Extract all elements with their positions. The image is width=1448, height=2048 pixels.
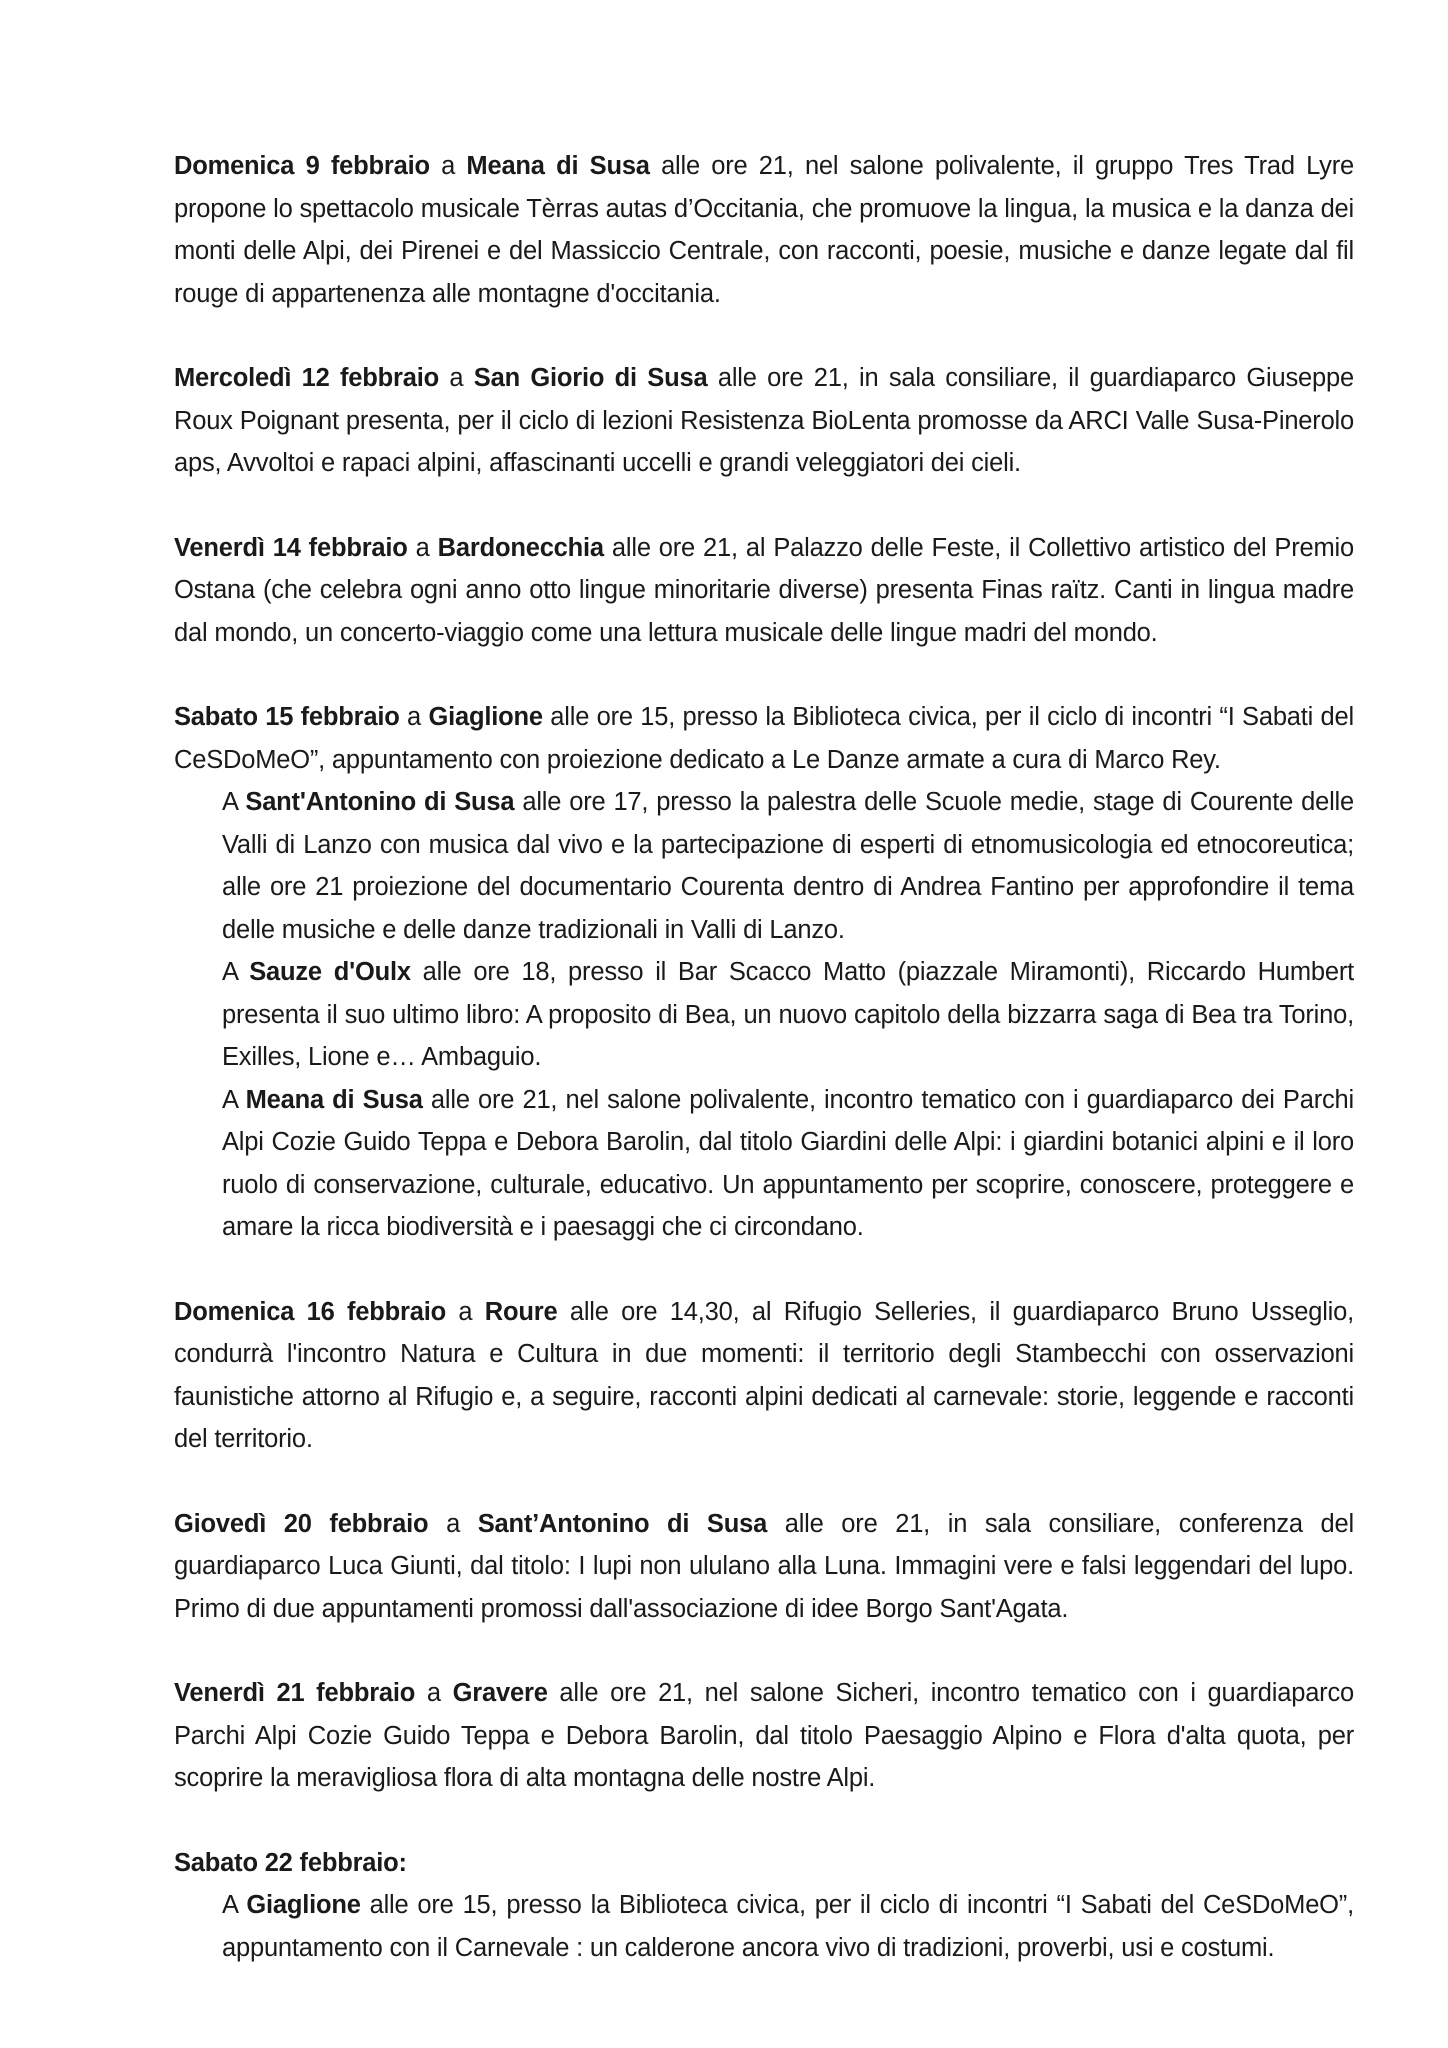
- event-entry: Mercoledì 12 febbraio a San Giorio di Susa alle ore 21, in sala consiliare, il guardiaparco Giuseppe Roux Poignant presenta, per il ciclo di lezioni Resistenza BioLenta promosse da ARCI Valle Susa-Pinerolo aps, Avvoltoi e rapaci alpini, affascinanti uccelli e grandi veleggiatori dei cieli.: [174, 364, 1354, 477]
- event-description: alle ore 21, in sala consiliare, conferenza del guardiaparco Luca Giunti, dal titolo: I lupi non ululano alla Luna. Immagini vere e falsi leggendari del lupo. Primo di due appuntamenti promossi dall'associazione di idee Borgo Sant'Agata.: [174, 1509, 1354, 1623]
- event-entry: Venerdì 14 febbraio a Bardonecchia alle ore 21, al Palazzo delle Feste, il Collettivo artistico del Premio Ostana (che celebra ogni anno otto lingue minoritarie diverse) presenta Finas raïtz. Canti in lingua madre dal mondo, un concerto-viaggio come una lettura musicale delle lingue madri del mondo.: [174, 533, 1354, 647]
- event-place: Bardonecchia: [437, 533, 604, 562]
- event-entry: Domenica 9 febbraio a Meana di Susa alle ore 21, nel salone polivalente, il gruppo Tres Trad Lyre propone lo spettacolo musicale Tèrras autas d’Occitania, che promuove la lingua, la musica e la danza dei monti delle Alpi, dei Pirenei e del Massiccio Centrale, con racconti, poesie, musiche e danze legate dal fil rouge di appartenenza alle montagne d'occitania.: [174, 152, 1354, 308]
- event-date: Venerdì 14 febbraio: [174, 533, 408, 562]
- event-description: alle ore 21, nel salone Sicheri, incontro tematico con i guardiaparco Parchi Alpi Cozie Guido Teppa e Debora Barolin, dal titolo Paesaggio Alpino e Flora d'alta quota, per scoprire la meravigliosa flora di alta montagna delle nostre Alpi.: [174, 1679, 1355, 1792]
- event-description: alle ore 14,30, al Rifugio Selleries, il guardiaparco Bruno Usseglio, condurrà l'incontro Natura e Cultura in due momenti: il territorio degli Stambecchi con osservazioni faunistiche attorno al Rifugio e, a seguire, racconti alpini dedicati al carnevale: storie, leggende e racconti del territorio.: [174, 1297, 1355, 1453]
- event-description: alle ore 18, presso il Bar Scacco Matto (piazzale Miramonti), Riccardo Humbert presenta il suo ultimo libro: A proposito di Bea, un nuovo capitolo della bizzarra saga di Bea tra Torino, Exilles, Lione e… Ambaguio.: [222, 958, 1355, 1071]
- event-place: Sant’Antonino di Susa: [477, 1509, 768, 1538]
- event-description: alle ore 17, presso la palestra delle Scuole medie, stage di Courente delle Valli di Lanzo con musica dal vivo e la partecipazione di esperti di etnomusicologia ed etnocoreutica; alle ore 21 proiezione del documentario Courenta dentro di Andrea Fantino per approfondire il tema delle musiche e delle danze tradizionali in Valli di Lanzo.: [222, 788, 1354, 944]
- event-entry: [174, 696, 1354, 1249]
- event-place: Giaglione: [246, 1891, 361, 1919]
- event-place: Meana di Susa: [245, 1085, 423, 1114]
- event-description: alle ore 21, nel salone polivalente, incontro tematico con i guardiaparco dei Parchi Alpi Cozie Guido Teppa e Debora Barolin, dal titolo Giardini delle Alpi: i giardini botanici alpini e il loro ruolo di conservazione, culturale, educativo. Un appuntamento per scoprire, conoscere, proteggere e amare la ricca biodiversità e i paesaggi che ci circondano.: [222, 1085, 1354, 1241]
- event-place: Sauze d'Oulx: [249, 958, 411, 986]
- event-sub-entry: A Giaglione alle ore 15, presso la Biblioteca civica, per il ciclo di incontri “I Sabati del CeSDoMeO”, appuntamento con il Carnevale : un calderone ancora vivo di tradizioni, proverbi, usi e costumi.: [222, 1891, 1354, 1962]
- event-date: Venerdì 21 febbraio: [174, 1679, 416, 1707]
- event-entry: [174, 1842, 1354, 1970]
- event-description: alle ore 21, al Palazzo delle Feste, il Collettivo artistico del Premio Ostana (che celebra ogni anno otto lingue minoritarie diverse) presenta Finas raïtz. Canti in lingua madre dal mondo, un concerto-viaggio come una lettura musicale delle lingue madri del mondo.: [174, 533, 1354, 647]
- event-sub-entry: A Sant'Antonino di Susa alle ore 17, presso la palestra delle Scuole medie, stage di Courente delle Valli di Lanzo con musica dal vivo e la partecipazione di esperti di etnomusicologia ed etnocoreutica; alle ore 21 proiezione del documentario Courenta dentro di Andrea Fantino per approfondire il tema delle musiche e delle danze tradizionali in Valli di Lanzo.: [222, 788, 1354, 944]
- event-place: San Giorio di Susa: [473, 364, 708, 392]
- event-place: Sant'Antonino di Susa: [245, 788, 515, 816]
- event-date: Giovedì 20 febbraio: [174, 1509, 429, 1538]
- event-description: alle ore 15, presso la Biblioteca civica, per il ciclo di incontri “I Sabati del CeSDoMeO”, appuntamento con proiezione dedicato a Le Danze armate a cura di Marco Rey.: [174, 703, 1354, 774]
- event-date: Domenica 16 febbraio: [174, 1297, 447, 1326]
- event-place: Giaglione: [428, 703, 543, 731]
- event-date: Domenica 9 febbraio: [174, 152, 430, 180]
- event-description: alle ore 21, in sala consiliare, il guardiaparco Giuseppe Roux Poignant presenta, per il ciclo di lezioni Resistenza BioLenta promosse da ARCI Valle Susa-Pinerolo aps, Avvoltoi e rapaci alpini, affascinanti uccelli e grandi veleggiatori dei cieli.: [174, 364, 1354, 477]
- event-place: Roure: [484, 1297, 558, 1326]
- event-main: [174, 1842, 1354, 1885]
- event-description: alle ore 21, nel salone polivalente, il gruppo Tres Trad Lyre propone lo spettacolo musicale Tèrras autas d’Occitania, che promuove la lingua, la musica e la danza dei monti delle Alpi, dei Pirenei e del Massiccio Centrale, con racconti, poesie, musiche e danze legate dal fil rouge di appartenenza alle montagne d'occitania.: [174, 152, 1354, 308]
- event-sub-entry: A Sauze d'Oulx alle ore 18, presso il Bar Scacco Matto (piazzale Miramonti), Riccardo Humbert presenta il suo ultimo libro: A proposito di Bea, un nuovo capitolo della bizzarra saga di Bea tra Torino, Exilles, Lione e… Ambaguio.: [222, 958, 1355, 1071]
- event-date: Mercoledì 12 febbraio: [174, 364, 439, 392]
- event-main: Sabato 15 febbraio a Giaglione alle ore 15, presso la Biblioteca civica, per il ciclo di incontri “I Sabati del CeSDoMeO”, appuntamento con proiezione dedicato a Le Danze armate a cura di Marco Rey.: [174, 703, 1354, 774]
- event-entry: Domenica 16 febbraio a Roure alle ore 14,30, al Rifugio Selleries, il guardiaparco Bruno Usseglio, condurrà l'incontro Natura e Cultura in due momenti: il territorio degli Stambecchi con osservazioni faunistiche attorno al Rifugio e, a seguire, racconti alpini dedicati al carnevale: storie, leggende e racconti del territorio.: [174, 1297, 1355, 1453]
- event-place: Gravere: [452, 1679, 548, 1707]
- event-entry: Venerdì 21 febbraio a Gravere alle ore 21, nel salone Sicheri, incontro tematico con i guardiaparco Parchi Alpi Cozie Guido Teppa e Debora Barolin, dal titolo Paesaggio Alpino e Flora d'alta quota, per scoprire la meravigliosa flora di alta montagna delle nostre Alpi.: [174, 1679, 1355, 1792]
- event-place: Meana di Susa: [466, 152, 650, 180]
- event-date: Sabato 15 febbraio: [174, 703, 400, 731]
- event-description: alle ore 15, presso la Biblioteca civica, per il ciclo di incontri “I Sabati del CeSDoMeO”, appuntamento con il Carnevale : un calderone ancora vivo di tradizioni, proverbi, usi e costumi.: [222, 1891, 1354, 1962]
- event-sub-entry: A Meana di Susa alle ore 21, nel salone polivalente, incontro tematico con i guardiaparco dei Parchi Alpi Cozie Guido Teppa e Debora Barolin, dal titolo Giardini delle Alpi: i giardini botanici alpini e il loro ruolo di conservazione, culturale, educativo. Un appuntamento per scoprire, conoscere, proteggere e amare la ricca biodiversità e i paesaggi che ci circondano.: [222, 1085, 1354, 1241]
- event-list: [174, 145, 1354, 2011]
- event-date: Sabato 22 febbraio:: [174, 1848, 407, 1877]
- event-entry: Giovedì 20 febbraio a Sant’Antonino di Susa alle ore 21, in sala consiliare, conferenza del guardiaparco Luca Giunti, dal titolo: I lupi non ululano alla Luna. Immagini vere e falsi leggendari del lupo. Primo di due appuntamenti promossi dall'associazione di idee Borgo Sant'Agata.: [174, 1509, 1354, 1623]
